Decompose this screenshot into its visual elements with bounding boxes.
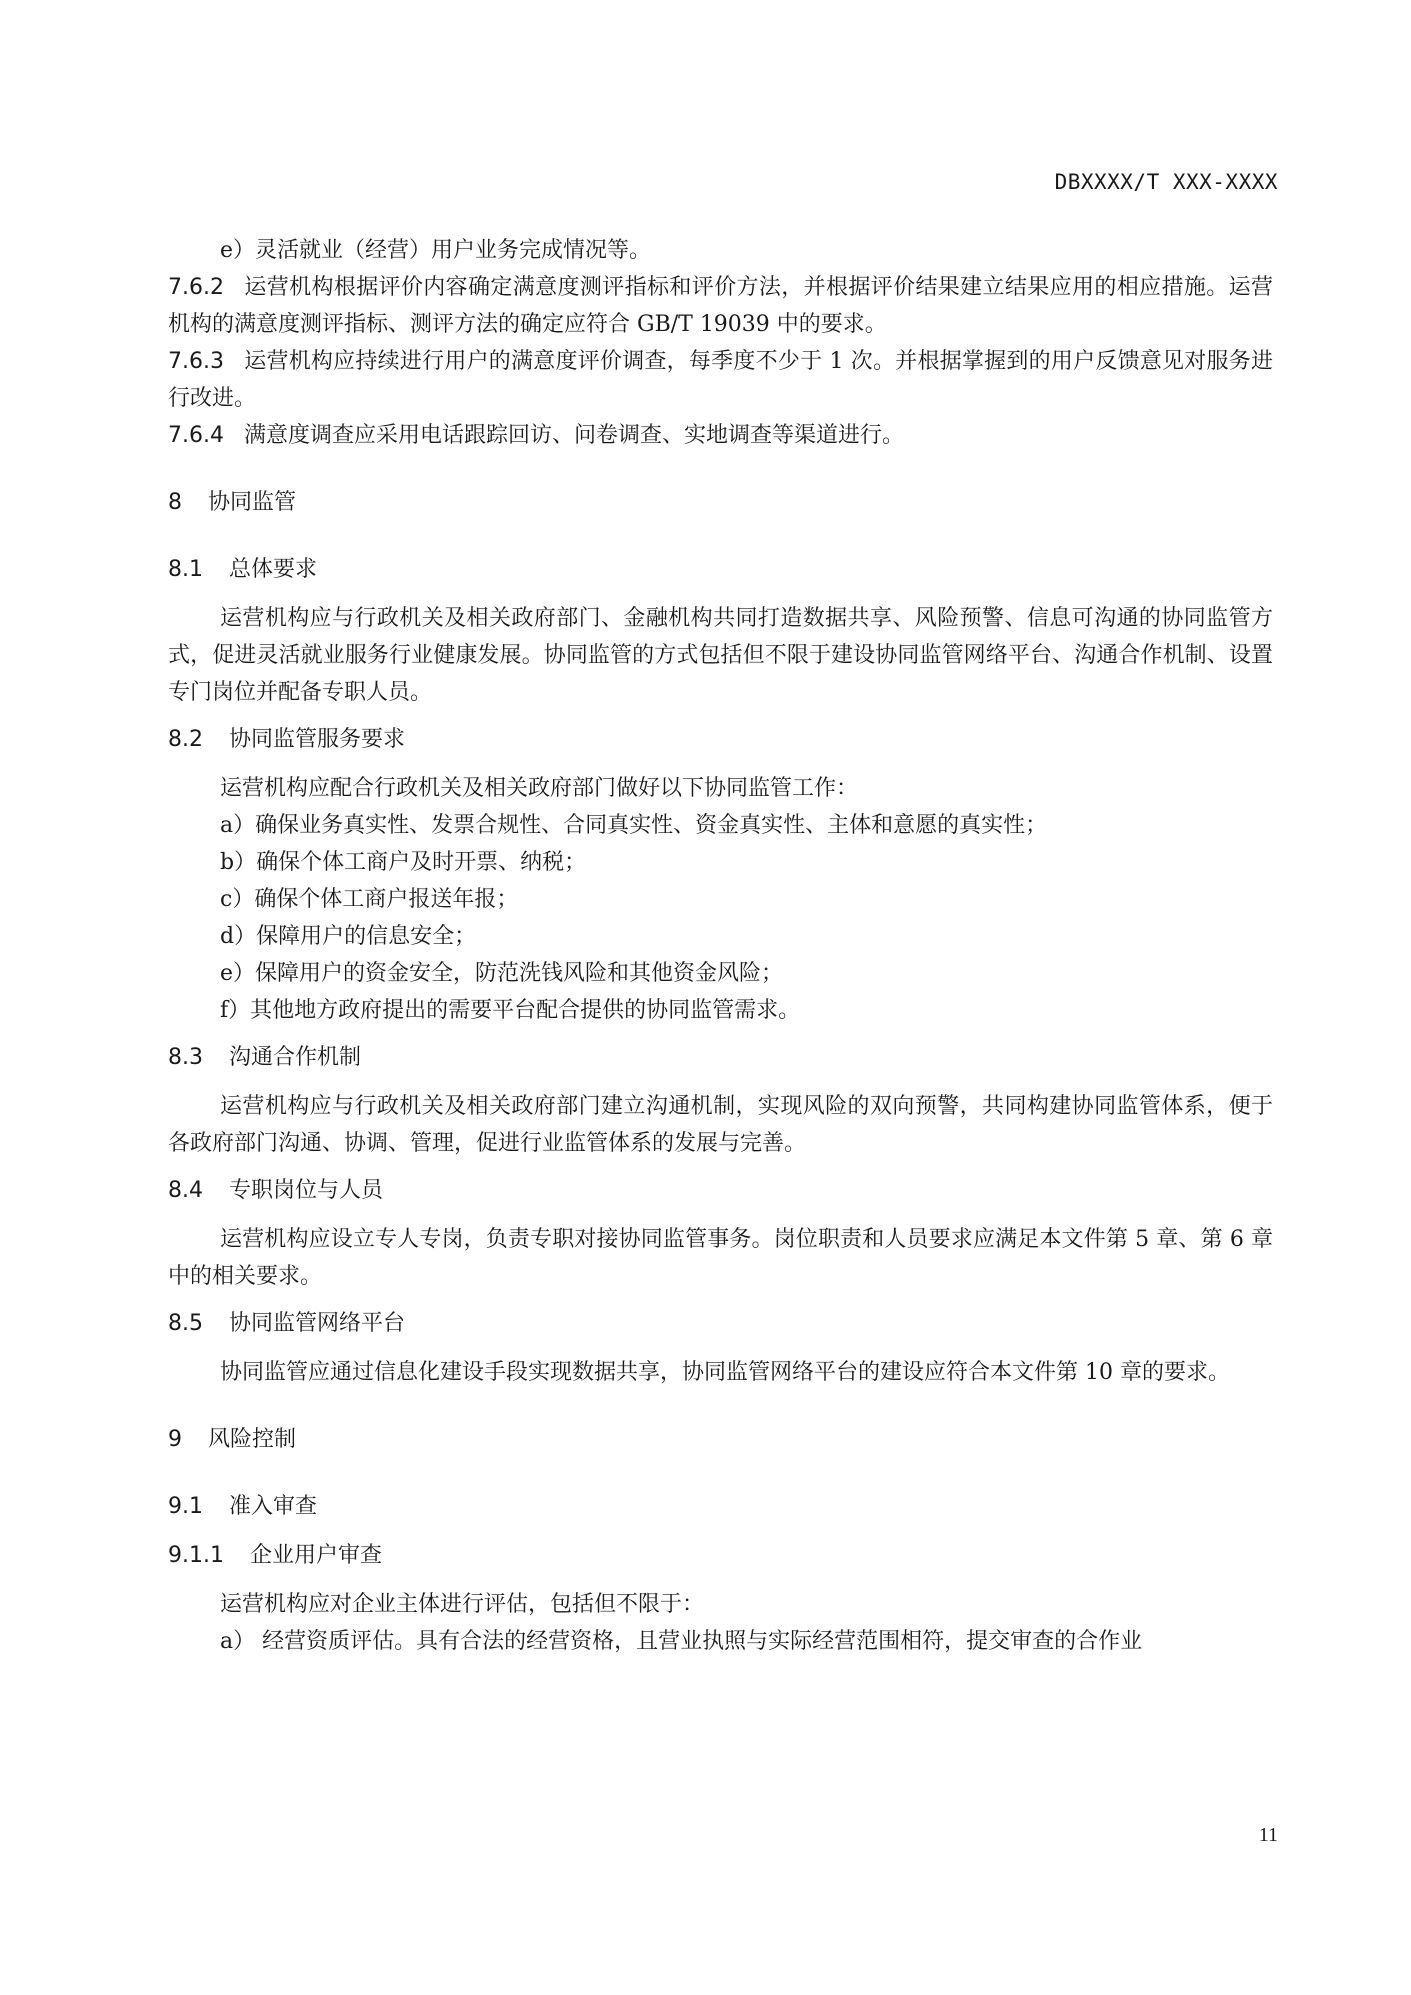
- paragraph-8-5: 协同监管应通过信息化建设手段实现数据共享，协同监管网络平台的建设应符合本文件第 10 章的要求。: [220, 1360, 1230, 1385]
- paragraph-9-1-1: 运营机构应对企业主体进行评估，包括但不限于：: [220, 1592, 705, 1617]
- clause-text: 满意度调查应采用电话跟踪回访、问卷调查、实地调查等渠道进行。: [243, 423, 904, 448]
- heading-title: 总体要求: [229, 557, 318, 582]
- heading-number: 8.5: [168, 1311, 203, 1336]
- heading-title: 沟通合作机制: [229, 1045, 362, 1070]
- heading-number: 9.1.1: [168, 1543, 224, 1568]
- heading-number: 9: [168, 1427, 182, 1452]
- clause-number: 7.6.4: [168, 423, 224, 448]
- heading-title: 准入审查: [229, 1494, 318, 1519]
- heading-9: [168, 1421, 1273, 1458]
- heading-9-1-1: [168, 1537, 1273, 1574]
- list-item: e）保障用户的资金安全，防范洗钱风险和其他资金风险；: [220, 961, 784, 986]
- heading-8-4: [168, 1172, 1273, 1209]
- paragraph-8-2: 运营机构应配合行政机关及相关政府部门做好以下协同监管工作：: [220, 776, 859, 801]
- list-item: c）确保个体工商户报送年报；: [220, 887, 519, 912]
- list-item: d）保障用户的信息安全；: [220, 924, 477, 949]
- heading-number: 8: [168, 490, 182, 515]
- heading-number: 8.2: [168, 727, 203, 752]
- heading-title: 协同监管服务要求: [229, 727, 406, 752]
- paragraph-8-4: 运营机构应设立专人专岗，负责专职对接协同监管事务。岗位职责和人员要求应满足本文件第 5 章、第 6 章中的相关要求。: [168, 1227, 1273, 1289]
- document-body: [168, 232, 1273, 1660]
- heading-number: 8.3: [168, 1045, 203, 1070]
- clause-number: 7.6.3: [168, 349, 224, 374]
- heading-title: 专职岗位与人员: [229, 1178, 384, 1203]
- clause-number: 7.6.2: [168, 275, 224, 300]
- paragraph-8-1: 运营机构应与行政机关及相关政府部门、金融机构共同打造数据共享、风险预警、信息可沟通的协同监管方式，促进灵活就业服务行业健康发展。协同监管的方式包括但不限于建设协同监管网络平台、沟通合作机制、设置专门岗位并配备专职人员。: [168, 606, 1273, 705]
- clause-7-6-3: [168, 343, 1273, 417]
- clause-text: 运营机构根据评价内容确定满意度测评指标和评价方法，并根据评价结果建立结果应用的相应措施。运营机构的满意度测评指标、测评方法的确定应符合 GB/T 19039 中的要求。: [168, 275, 1273, 337]
- heading-title: 风险控制: [208, 1427, 297, 1452]
- heading-8-1: [168, 551, 1273, 588]
- list-item-e-user-business: e）灵活就业（经营）用户业务完成情况等。: [220, 238, 652, 263]
- heading-number: 8.1: [168, 557, 203, 582]
- heading-8-5: [168, 1305, 1273, 1342]
- clause-7-6-4: [168, 417, 1273, 454]
- list-item-a-qualification: a） 经营资质评估。具有合法的经营资格，且营业执照与实际经营范围相符，提交审查的合作业: [220, 1629, 1143, 1654]
- list-item: a）确保业务真实性、发票合规性、合同真实性、资金真实性、主体和意愿的真实性；: [220, 813, 1048, 838]
- heading-8-2: [168, 721, 1273, 758]
- heading-8: [168, 484, 1273, 521]
- list-item: b）确保个体工商户及时开票、纳税；: [220, 850, 587, 875]
- heading-8-3: [168, 1039, 1273, 1076]
- heading-title: 企业用户审查: [249, 1543, 382, 1568]
- heading-title: 协同监管网络平台: [229, 1311, 406, 1336]
- list-item: f）其他地方政府提出的需要平台配合提供的协同监管需求。: [220, 998, 801, 1023]
- clause-text: 运营机构应持续进行用户的满意度评价调查，每季度不少于 1 次。并根据掌握到的用户反馈意见对服务进行改进。: [168, 349, 1273, 411]
- page-number: 11: [1258, 1824, 1278, 1846]
- clause-7-6-2: [168, 269, 1273, 343]
- heading-number: 9.1: [168, 1494, 203, 1519]
- heading-9-1: [168, 1488, 1273, 1525]
- heading-title: 协同监管: [208, 490, 297, 515]
- document-code: DBXXXX/T XXX-XXXX: [1054, 170, 1278, 194]
- heading-number: 8.4: [168, 1178, 203, 1203]
- paragraph-8-3: 运营机构应与行政机关及相关政府部门建立沟通机制，实现风险的双向预警，共同构建协同监管体系，便于各政府部门沟通、协调、管理，促进行业监管体系的发展与完善。: [168, 1094, 1273, 1156]
